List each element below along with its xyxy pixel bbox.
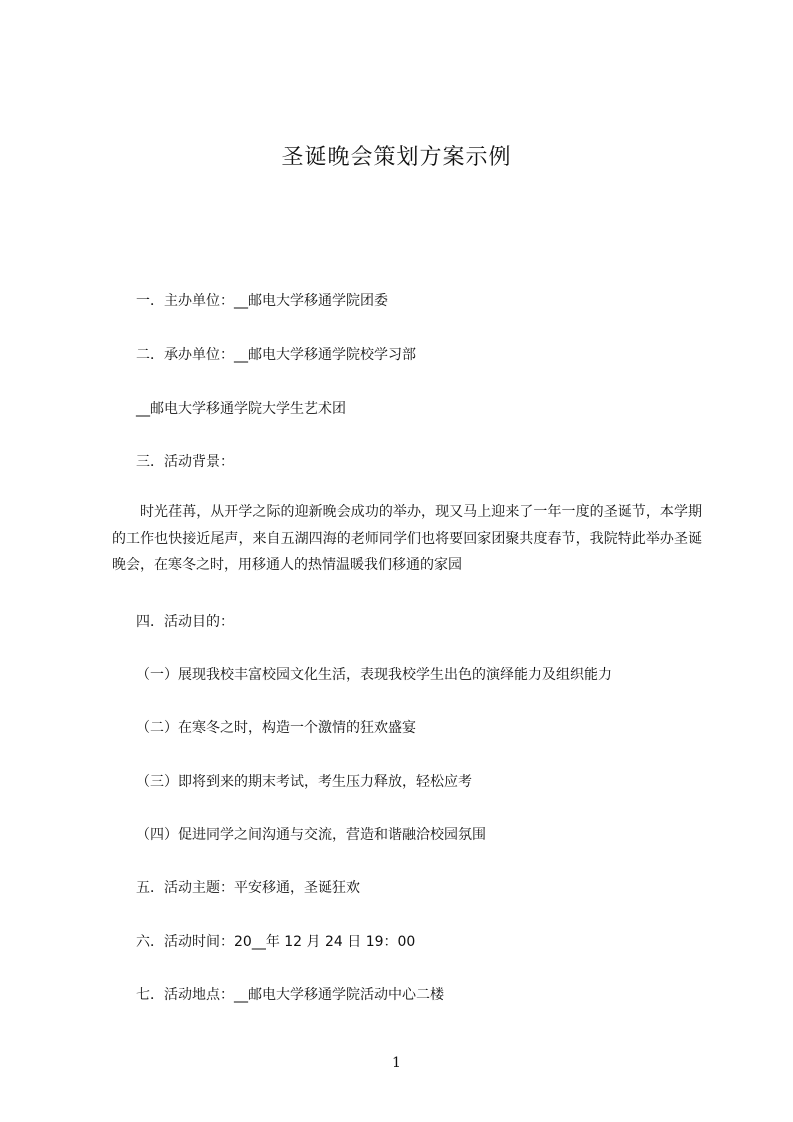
time-line: 六．活动时间：20__年 12 月 24 日 19：00 [136,934,416,950]
purpose-item-1: （一）展现我校丰富校园文化生活，表现我校学生出色的演绎能力及组织能力 [136,667,612,683]
theme-line: 五．活动主题：平安移通，圣诞狂欢 [136,880,360,896]
organizer-line: 一．主办单位：__邮电大学移通学院团委 [136,293,388,309]
purpose-heading: 四．活动目的： [136,614,234,630]
host-unit-line: 二．承办单位：__邮电大学移通学院校学习部 [136,347,416,363]
document-title: 圣诞晚会策划方案示例 [281,145,512,170]
host-unit-secondary-line: __邮电大学移通学院大学生艺术团 [136,401,346,417]
purpose-item-2: （二）在寒冬之时，构造一个激情的狂欢盛宴 [136,720,416,736]
location-line: 七．活动地点：__邮电大学移通学院活动中心二楼 [136,987,444,1003]
purpose-item-4: （四）促进同学之间沟通与交流，营造和谐融洽校园氛围 [136,827,486,843]
background-paragraph: 时光荏苒，从开学之际的迎新晚会成功的举办，现又马上迎来了一年一度的圣诞节，本学期的工作也快接近尾声，来自五湖四海的老师同学们也将要回家团聚共度春节，我院特此举办圣诞晚会，在寒冬之时，用移通人的热情温暖我们移通的家园 [112,504,702,573]
page-number: 1 [392,1055,401,1071]
background-heading: 三．活动背景： [136,454,234,470]
purpose-item-3: （三）即将到来的期末考试，考生压力释放，轻松应考 [136,774,472,790]
